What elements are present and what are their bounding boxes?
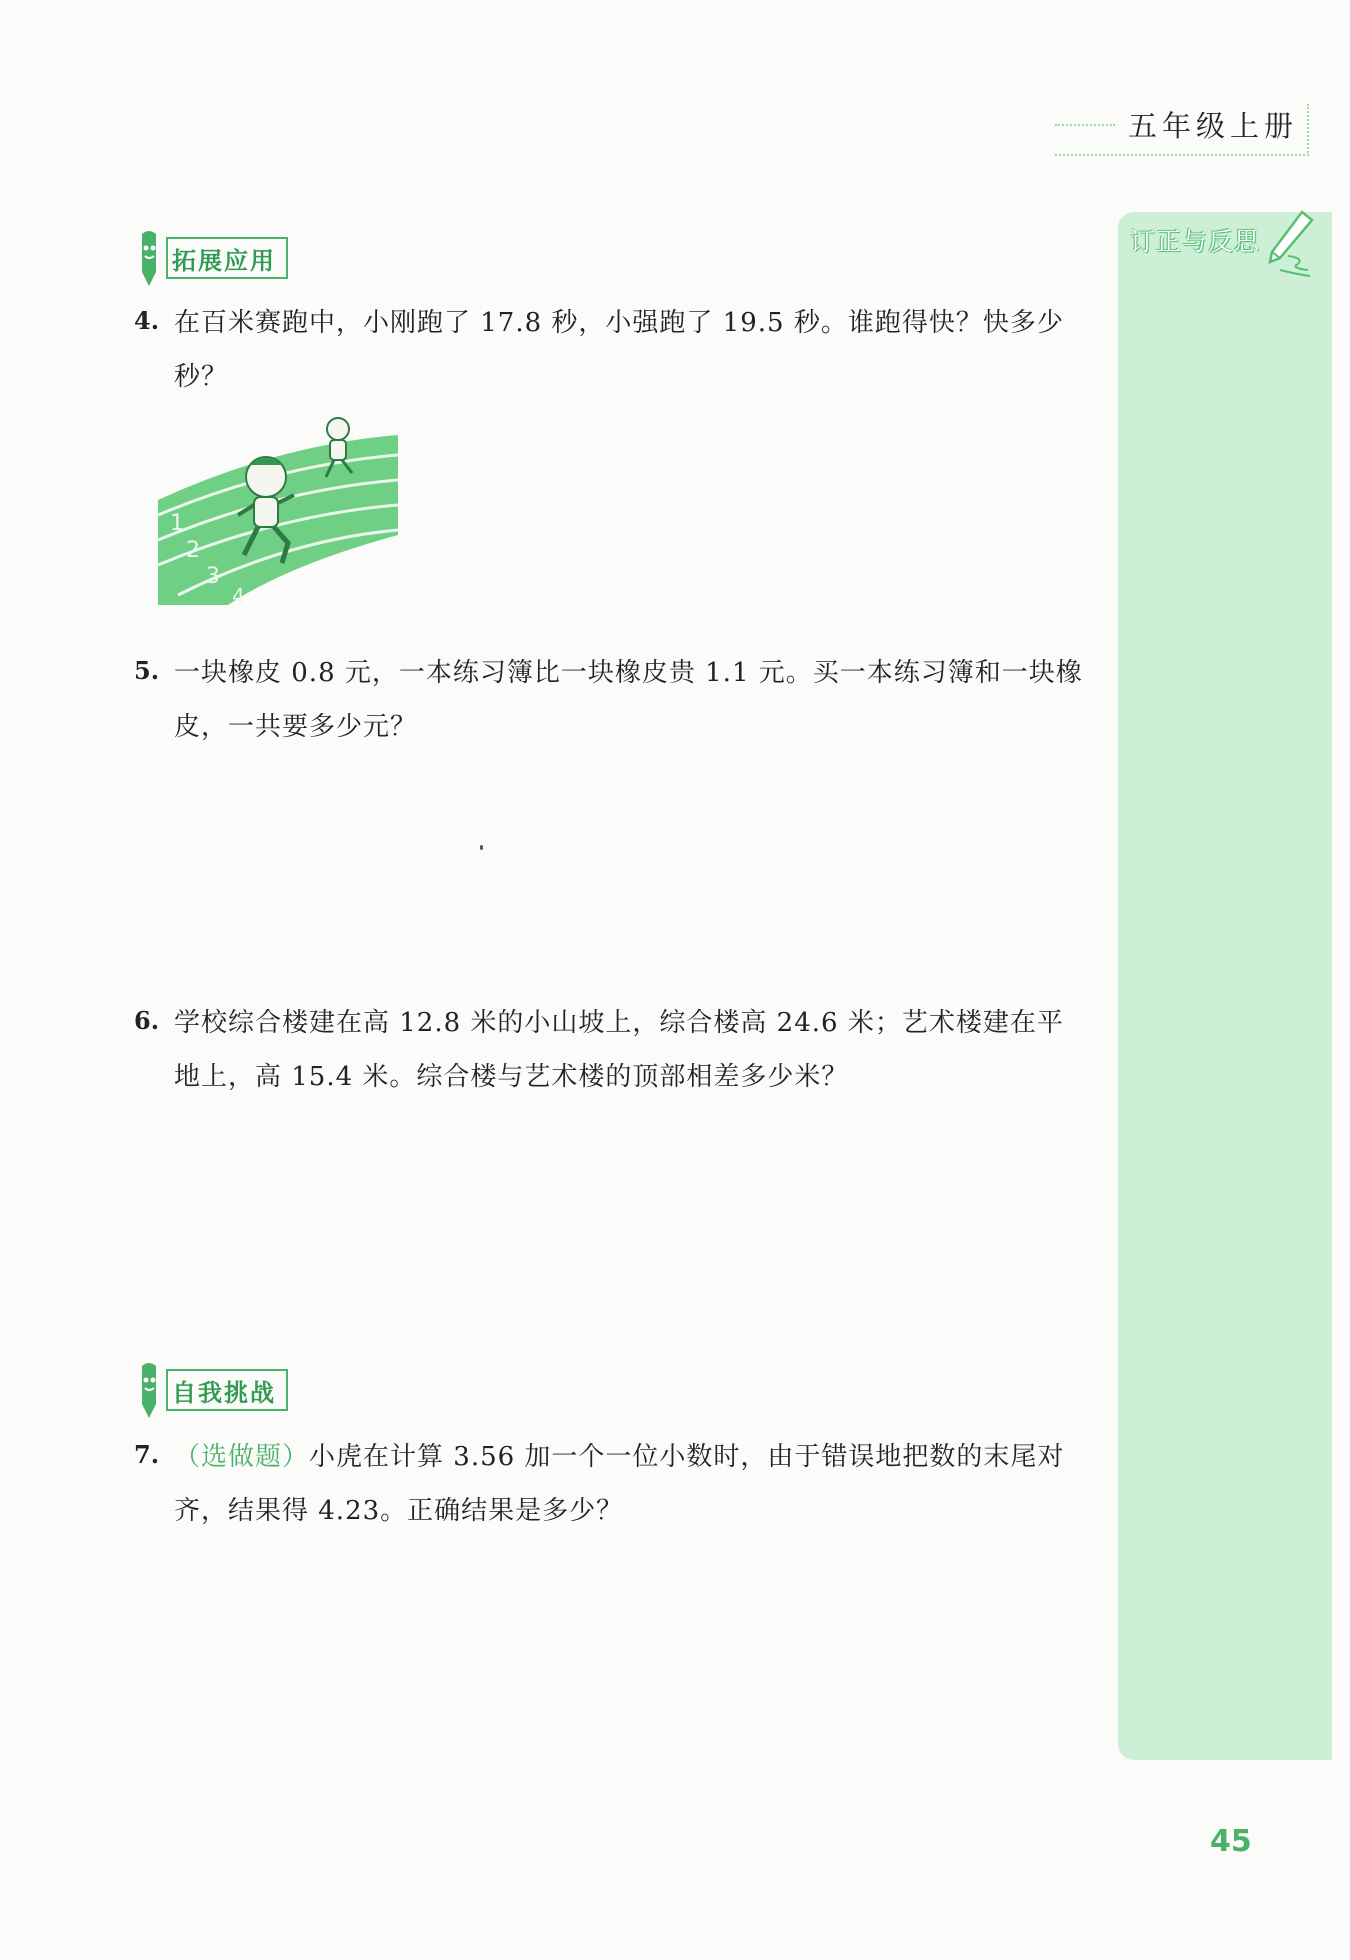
question-number: 4. <box>134 306 160 335</box>
lane-number: 2 <box>186 538 200 563</box>
section-extension <box>134 238 288 278</box>
question-number: 5. <box>134 656 160 685</box>
question-7 <box>134 1430 1084 1538</box>
lane-number: 3 <box>206 564 220 589</box>
question-number: 6. <box>134 1006 160 1035</box>
question-6 <box>134 996 1084 1104</box>
question-text <box>174 1430 1084 1538</box>
page-number: 45 <box>1210 1824 1252 1859</box>
lane-number: 4 <box>232 584 245 605</box>
question-number: 7. <box>134 1440 160 1469</box>
correction-panel-title: 订正与反思 <box>1130 227 1261 256</box>
question-text: 在百米赛跑中，小刚跑了 17.8 秒，小强跑了 19.5 秒。谁跑得快？快多少秒？ <box>174 308 1064 392</box>
section-title: 拓展应用 <box>166 237 288 279</box>
pencil-icon <box>134 228 164 294</box>
stray-mark <box>480 845 483 850</box>
correction-panel <box>1118 212 1332 1760</box>
lane-number: 1 <box>170 511 184 536</box>
running-track-illustration <box>158 415 398 605</box>
question-text: 学校综合楼建在高 12.8 米的小山坡上，综合楼高 24.6 米；艺术楼建在平地上，高 15.4 米。综合楼与艺术楼的顶部相差多少米？ <box>174 1008 1064 1092</box>
question-4 <box>134 296 1084 404</box>
pencil-icon <box>134 1360 164 1426</box>
grade-label: 五年级上册 <box>1127 109 1298 143</box>
section-challenge <box>134 1370 288 1410</box>
section-title: 自我挑战 <box>166 1369 288 1411</box>
pen-icon <box>1258 208 1320 280</box>
optional-tag: （选做题） <box>174 1442 310 1472</box>
question-5 <box>134 646 1084 754</box>
question-text: 一块橡皮 0.8 元，一本练习簿比一块橡皮贵 1.1 元。买一本练习簿和一块橡皮，一共要多少元？ <box>174 658 1083 742</box>
question-body: 小虎在计算 3.56 加一个一位小数时，由于错误地把数的末尾对齐，结果得 4.23。正确结果是多少？ <box>174 1442 1065 1526</box>
